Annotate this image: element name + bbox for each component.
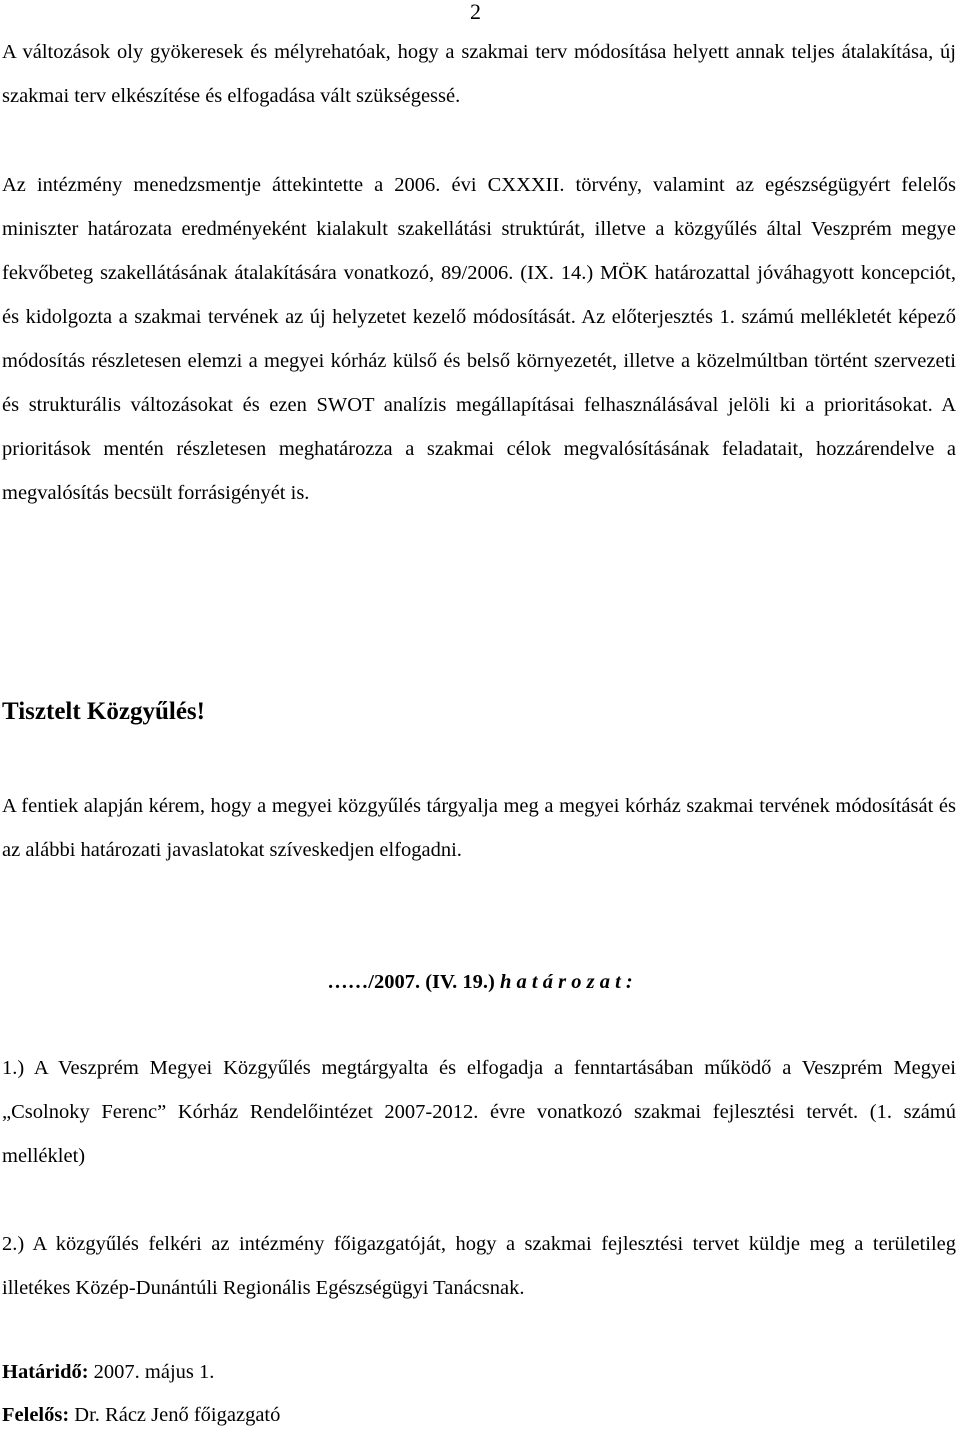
responsible-line [2, 1400, 280, 1430]
resolution-item-2: 2.) A közgyűlés felkéri az intézmény főigazgatóját, hogy a szakmai fejlesztési tervet küldje meg a területileg illetékes Közép-Dunántúli Regionális Egészségügyi Tanácsnak. [2, 1233, 956, 1299]
page-number: 2 [470, 0, 481, 24]
salutation-heading: Tisztelt Közgyűlés! [2, 698, 205, 725]
paragraph-management-review: Az intézmény menedzsmentje áttekintette a 2006. évi CXXXII. törvény, valamint az egészségügyért felelős miniszter határozata eredményeként kialakult szakellátási struktúrát, illetve a közgyűlés által Veszprém megye fekvőbeteg szakellátásának átalakítására vonatkozó, 89/2006. (IX. 14.) MÖK határozattal jóváhagyott koncepciót, és kidolgozta a szakmai tervének az új helyzetet kezelő módosítását. Az előterjesztés 1. számú mellékletét képező módosítás részletesen elemzi a megyei kórház külső és belső környezetét, illetve a közelmúltban történt szervezeti és strukturális változásokat és ezen SWOT analízis megállapításai felhasználásával jelöli ki a prioritásokat. A prioritások mentén részletesen meghatározza a szakmai célok megvalósításának feladatait, hozzárendelve a megvalósítás becsült forrásigényét is. [2, 174, 956, 504]
responsible-label: Felelős: [2, 1404, 70, 1426]
deadline-line [2, 1357, 214, 1387]
resolution-item-1: 1.) A Veszprém Megyei Közgyűlés megtárgyalta és elfogadja a fenntartásában működő a Veszprém Megyei „Csolnoky Ferenc” Kórház Rendelőintézet 2007-2012. évre vonatkozó szakmai fejlesztési tervét. (1. számú melléklet) [2, 1057, 956, 1167]
deadline-label: Határidő: [2, 1361, 89, 1383]
paragraph-changes: A változások oly gyökeresek és mélyrehatóak, hogy a szakmai terv módosítása helyett annak teljes átalakítása, új szakmai terv elkészítése és elfogadása vált szükségessé. [2, 41, 956, 107]
paragraph-request: A fentiek alapján kérem, hogy a megyei közgyűlés tárgyalja meg a megyei kórház szakmai tervének módosítását és az alábbi határozati javaslatokat szíveskedjen elfogadni. [2, 795, 956, 861]
resolution-title [0, 962, 960, 1002]
deadline-value: 2007. május 1. [88, 1361, 215, 1383]
resolution-word: h a t á r o z a t : [500, 971, 633, 993]
resolution-number: ……/2007. (IV. 19.) [327, 971, 495, 993]
responsible-value: Dr. Rácz Jenő főigazgató [69, 1404, 281, 1426]
